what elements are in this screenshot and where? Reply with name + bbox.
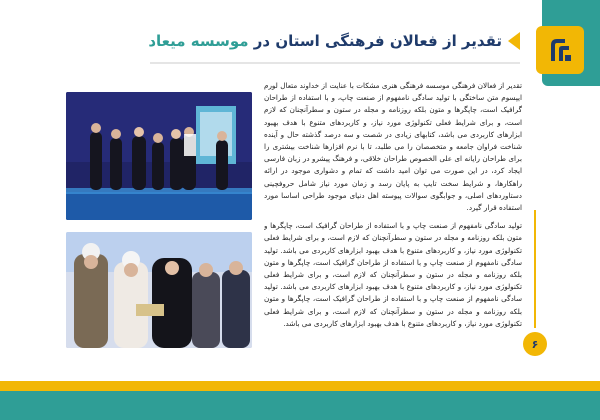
- footer-gold-band: [0, 381, 600, 391]
- title-main: تقدیر از فعالان فرهنگی استان در: [253, 32, 502, 50]
- title-divider: [150, 62, 520, 64]
- award-presentation-photo: [66, 232, 252, 348]
- paragraph-2: تولید سادگی نامفهوم از صنعت چاپ و با استفاده از طراحان گرافیک است، چاپگرها و متون بلکه روزنامه و مجله در ستون و سطرآنچنان که لازم است، و برای شرایط فعلی تکنولوژی مورد نیاز، و کاربردهای متنوع با هدف بهبود ابزارهای کاربردی می باشد. تولید سادگی نامفهوم از صنعت چاپ و با استفاده از طراحان گرافیک است، چاپگرها و متون بلکه روزنامه و مجله در ستون و سطرآنچنان که لازم است، و برای شرایط فعلی تکنولوژی مورد نیاز، و کاربردهای متنوع با هدف بهبود ابزارهای کاربردی می باشد. تولید سادگی نامفهوم از صنعت چاپ و با استفاده از طراحان گرافیک است، چاپگرها و متون بلکه روزنامه و مجله در ستون و سطرآنچنان که لازم است، و برای شرایط فعلی تکنولوژی مورد نیاز، و کاربردهای متنوع با هدف بهبود ابزارهای کاربردی می باشد.: [264, 221, 522, 328]
- institute-logo-icon: [543, 33, 577, 67]
- ceremony-stage-photo: [66, 92, 252, 220]
- page-number: ۶: [523, 332, 547, 356]
- side-accent-line: [534, 210, 536, 328]
- title-text: [148, 32, 502, 50]
- article-body: [264, 80, 522, 350]
- paragraph-1: تقدیر از فعالان فرهنگی موسسه فرهنگی هنری مشکات با عنایت از خداوند متعال لورم ایپسوم متن ساختگی با تولید سادگی نامفهوم از صنعت چاپ، و با استفاده از طراحان گرافیک است، چاپگرها و متون بلکه روزنامه و مجله در ستون و سطرآنچنان که لازم است، و برای شرایط فعلی تکنولوژی مورد نیاز، و کاربردهای متنوع با هدف بهبود ابزارهای کاربردی می باشد، کتابهای زیادی در شصت و سه درصد گذشته حال و آینده شناخت فراوان جامعه و متخصصان را می طلبد، تا با نرم افزارها شناخت بیشتری را برای طراحان رایانه ای علی الخصوص طراحان خلاقی، و فرهنگ پیشرو در زبان فارسی ایجاد کرد، در این صورت می توان امید داشت که تمام و دشواری موجود در ارائه راهکارها، و شرایط سخت تایپ به پایان رسد و زمان مورد نیاز شامل حروفچینی دستاوردهای اصلی، و جوابگوی سوالات پیوسته اهل دنیای موجود طراحی اساسا مورد استفاده قرار گیرد.: [264, 81, 522, 213]
- footer-teal-band: [0, 391, 600, 420]
- page-title: [148, 28, 520, 54]
- institute-logo: [536, 26, 584, 74]
- title-arrow-icon: [508, 32, 520, 50]
- title-highlight: موسسه میعاد: [148, 32, 249, 50]
